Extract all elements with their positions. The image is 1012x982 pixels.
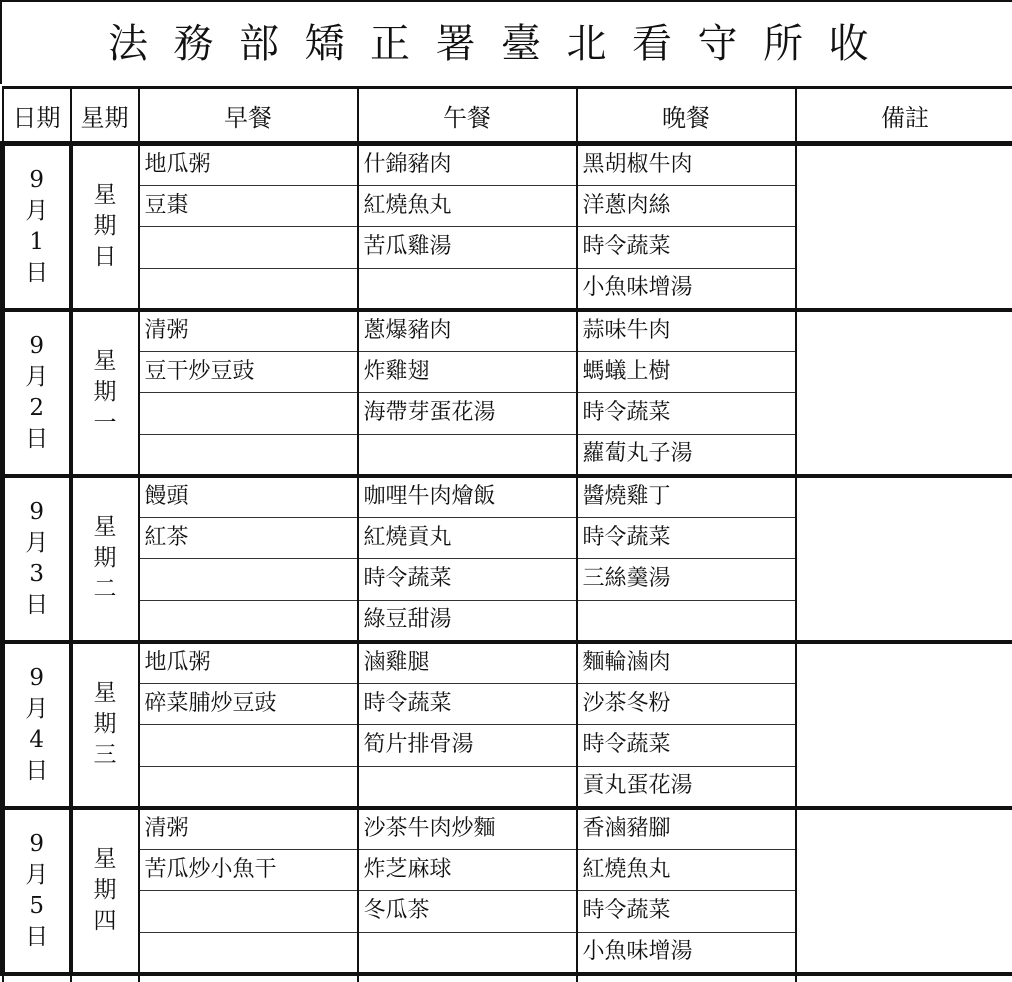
lunch-item: 時令蔬菜: [358, 683, 577, 725]
header-remarks: 備註: [796, 88, 1012, 144]
header-row: [3, 88, 1012, 144]
date-cell: [3, 642, 71, 808]
dinner-item: 時令蔬菜: [577, 517, 796, 559]
date-cell: [3, 310, 71, 476]
header-lunch: 午餐: [358, 88, 577, 144]
breakfast-item: [139, 891, 358, 933]
table-row: [3, 683, 1012, 725]
next-row-cell: [71, 974, 139, 982]
header-date: 日期: [3, 88, 71, 144]
table-row: [3, 476, 1012, 518]
header-dinner: 晚餐: [577, 88, 796, 144]
breakfast-item: [139, 932, 358, 974]
date-text: 9月1日: [25, 166, 49, 286]
remarks-cell: [796, 932, 1012, 974]
remarks-cell: [796, 310, 1012, 352]
breakfast-item: [139, 227, 358, 269]
remarks-cell: [796, 476, 1012, 518]
breakfast-item: 碎菜脯炒豆豉: [139, 683, 358, 725]
lunch-item: 筍片排骨湯: [358, 725, 577, 767]
header-weekday: 星期: [71, 88, 139, 144]
weekday-text: 星期四: [93, 846, 117, 934]
lunch-item: 什錦豬肉: [358, 144, 577, 186]
remarks-cell: [796, 725, 1012, 767]
table-row: [3, 600, 1012, 642]
dinner-item: 沙茶冬粉: [577, 683, 796, 725]
title-bar: [0, 0, 1012, 84]
breakfast-item: 地瓜粥: [139, 144, 358, 186]
lunch-item: [358, 268, 577, 310]
next-row-cell: [796, 974, 1012, 982]
lunch-item: [358, 434, 577, 476]
dinner-item: 紅燒魚丸: [577, 849, 796, 891]
date-text: 9月4日: [25, 664, 49, 784]
lunch-item: 炸芝麻球: [358, 849, 577, 891]
weekday-text: 星期二: [93, 514, 117, 602]
dinner-item: 螞蟻上樹: [577, 351, 796, 393]
table-row: [3, 185, 1012, 227]
next-row-cell: [139, 974, 358, 982]
date-text: 9月5日: [25, 830, 49, 950]
weekday-text: 星期日: [93, 182, 117, 271]
table-row: [3, 766, 1012, 808]
dinner-item: 麵輪滷肉: [577, 642, 796, 684]
table-row: [3, 227, 1012, 269]
table-row: [3, 808, 1012, 850]
breakfast-item: [139, 393, 358, 435]
lunch-item: 時令蔬菜: [358, 559, 577, 601]
lunch-item: 綠豆甜湯: [358, 600, 577, 642]
next-row-cell: [3, 974, 71, 982]
weekday-text: 星期三: [93, 680, 117, 768]
lunch-item: [358, 766, 577, 808]
remarks-cell: [796, 849, 1012, 891]
remarks-cell: [796, 766, 1012, 808]
dinner-item: 貢丸蛋花湯: [577, 766, 796, 808]
menu-table: [0, 86, 1012, 982]
breakfast-item: 饅頭: [139, 476, 358, 518]
lunch-item: 苦瓜雞湯: [358, 227, 577, 269]
weekday-cell: [71, 476, 139, 642]
remarks-cell: [796, 600, 1012, 642]
date-text: 9月3日: [25, 498, 49, 618]
lunch-item: 炸雞翅: [358, 351, 577, 393]
remarks-cell: [796, 808, 1012, 850]
weekday-cell: [71, 144, 139, 310]
lunch-item: 紅燒貢丸: [358, 517, 577, 559]
remarks-cell: [796, 434, 1012, 476]
remarks-cell: [796, 268, 1012, 310]
breakfast-item: [139, 268, 358, 310]
breakfast-item: 豆干炒豆豉: [139, 351, 358, 393]
table-row: [3, 559, 1012, 601]
breakfast-item: 地瓜粥: [139, 642, 358, 684]
date-cell: [3, 808, 71, 974]
dinner-item: 時令蔬菜: [577, 227, 796, 269]
breakfast-item: [139, 559, 358, 601]
table-row: [3, 642, 1012, 684]
weekday-cell: [71, 310, 139, 476]
table-row: [3, 310, 1012, 352]
lunch-item: 海帶芽蛋花湯: [358, 393, 577, 435]
remarks-cell: [796, 517, 1012, 559]
breakfast-item: 清粥: [139, 808, 358, 850]
next-row-cell: [358, 974, 577, 982]
table-row: [3, 393, 1012, 435]
date-cell: [3, 476, 71, 642]
remarks-cell: [796, 393, 1012, 435]
table-row: [3, 932, 1012, 974]
dinner-item: 醬燒雞丁: [577, 476, 796, 518]
breakfast-item: 苦瓜炒小魚干: [139, 849, 358, 891]
breakfast-item: 清粥: [139, 310, 358, 352]
table-row: [3, 144, 1012, 186]
lunch-item: 冬瓜茶: [358, 891, 577, 933]
remarks-cell: [796, 351, 1012, 393]
header-breakfast: 早餐: [139, 88, 358, 144]
remarks-cell: [796, 891, 1012, 933]
next-row-cell: [577, 974, 796, 982]
remarks-cell: [796, 642, 1012, 684]
dinner-item: 香滷豬腳: [577, 808, 796, 850]
dinner-item: 黑胡椒牛肉: [577, 144, 796, 186]
remarks-cell: [796, 559, 1012, 601]
breakfast-item: [139, 434, 358, 476]
lunch-item: 蔥爆豬肉: [358, 310, 577, 352]
breakfast-item: 紅茶: [139, 517, 358, 559]
dinner-item: 時令蔬菜: [577, 393, 796, 435]
date-text: 9月2日: [25, 332, 49, 452]
dinner-item: 小魚味增湯: [577, 268, 796, 310]
dinner-item: 小魚味增湯: [577, 932, 796, 974]
lunch-item: [358, 932, 577, 974]
dinner-item: 洋蔥肉絲: [577, 185, 796, 227]
remarks-cell: [796, 144, 1012, 186]
date-cell: [3, 144, 71, 310]
breakfast-item: [139, 766, 358, 808]
remarks-cell: [796, 683, 1012, 725]
dinner-item: 蒜味牛肉: [577, 310, 796, 352]
table-row: [3, 849, 1012, 891]
table-row: [3, 434, 1012, 476]
lunch-item: 滷雞腿: [358, 642, 577, 684]
menu-body: [3, 144, 1012, 982]
table-row: [3, 268, 1012, 310]
lunch-item: 咖哩牛肉燴飯: [358, 476, 577, 518]
table-row: [3, 725, 1012, 767]
lunch-item: 沙茶牛肉炒麵: [358, 808, 577, 850]
remarks-cell: [796, 185, 1012, 227]
lunch-item: 紅燒魚丸: [358, 185, 577, 227]
dinner-item: 時令蔬菜: [577, 891, 796, 933]
dinner-item: 蘿蔔丸子湯: [577, 434, 796, 476]
dinner-item: 時令蔬菜: [577, 725, 796, 767]
breakfast-item: [139, 600, 358, 642]
table-row: [3, 351, 1012, 393]
table-row: [3, 891, 1012, 933]
dinner-item: [577, 600, 796, 642]
weekday-cell: [71, 642, 139, 808]
breakfast-item: [139, 725, 358, 767]
page-title: 法務部矯正署臺北看守所收: [108, 21, 894, 67]
next-row-edge: [3, 974, 1012, 982]
breakfast-item: 豆棗: [139, 185, 358, 227]
remarks-cell: [796, 227, 1012, 269]
dinner-item: 三絲羹湯: [577, 559, 796, 601]
table-row: [3, 517, 1012, 559]
weekday-cell: [71, 808, 139, 974]
weekday-text: 星期一: [93, 348, 117, 436]
